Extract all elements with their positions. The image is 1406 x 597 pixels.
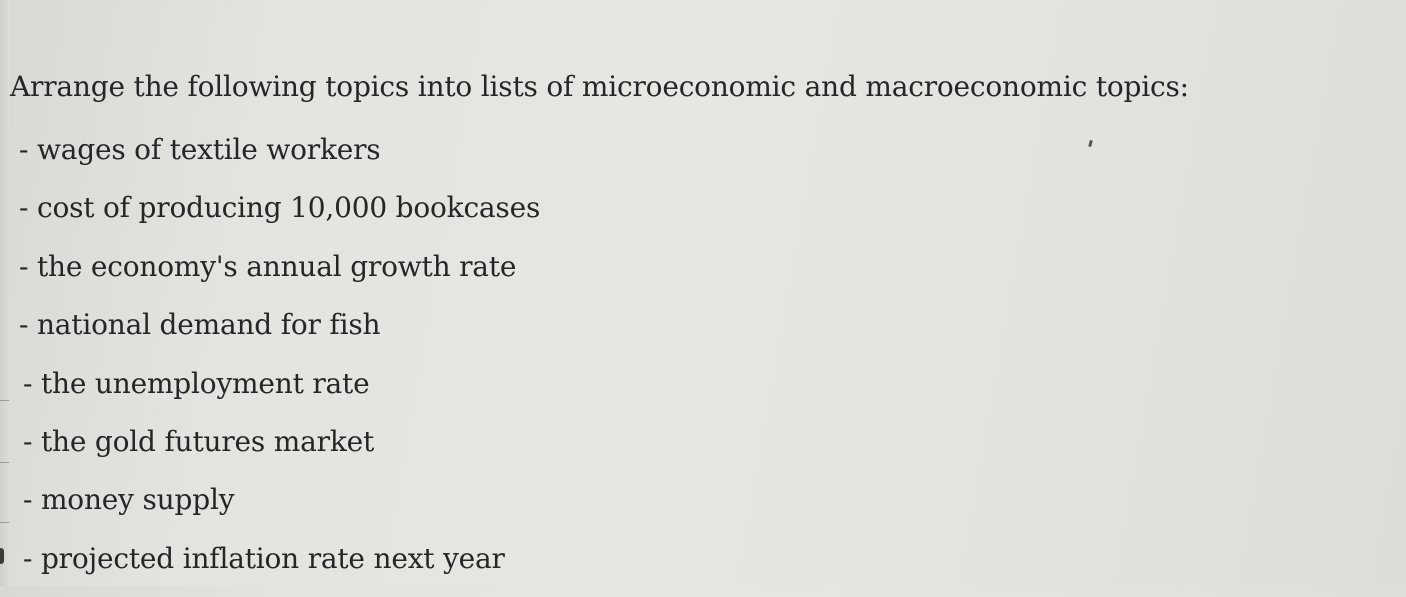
edge-tick	[0, 400, 9, 401]
topic-item: - the gold futures market	[23, 424, 375, 458]
topic-item: - the economy's annual growth rate	[19, 249, 517, 283]
stray-mark	[1088, 140, 1093, 148]
topic-item: - wages of textile workers	[19, 133, 381, 166]
question-text: Arrange the following topics into lists of microeconomic and macroeconomic topics:	[10, 70, 1189, 103]
topic-list	[19, 130, 540, 597]
edge-tick	[0, 462, 9, 463]
edge-dot	[0, 548, 4, 564]
topic-item: - cost of producing 10,000 bookcases	[19, 191, 541, 225]
topic-item: - projected inflation rate next year	[23, 541, 505, 575]
edge-tick	[0, 522, 9, 523]
topic-item: - the unemployment rate	[23, 366, 370, 400]
page-left-edge	[0, 0, 10, 586]
topic-item: - money supply	[23, 483, 235, 517]
topic-item: - national demand for fish	[19, 308, 381, 342]
